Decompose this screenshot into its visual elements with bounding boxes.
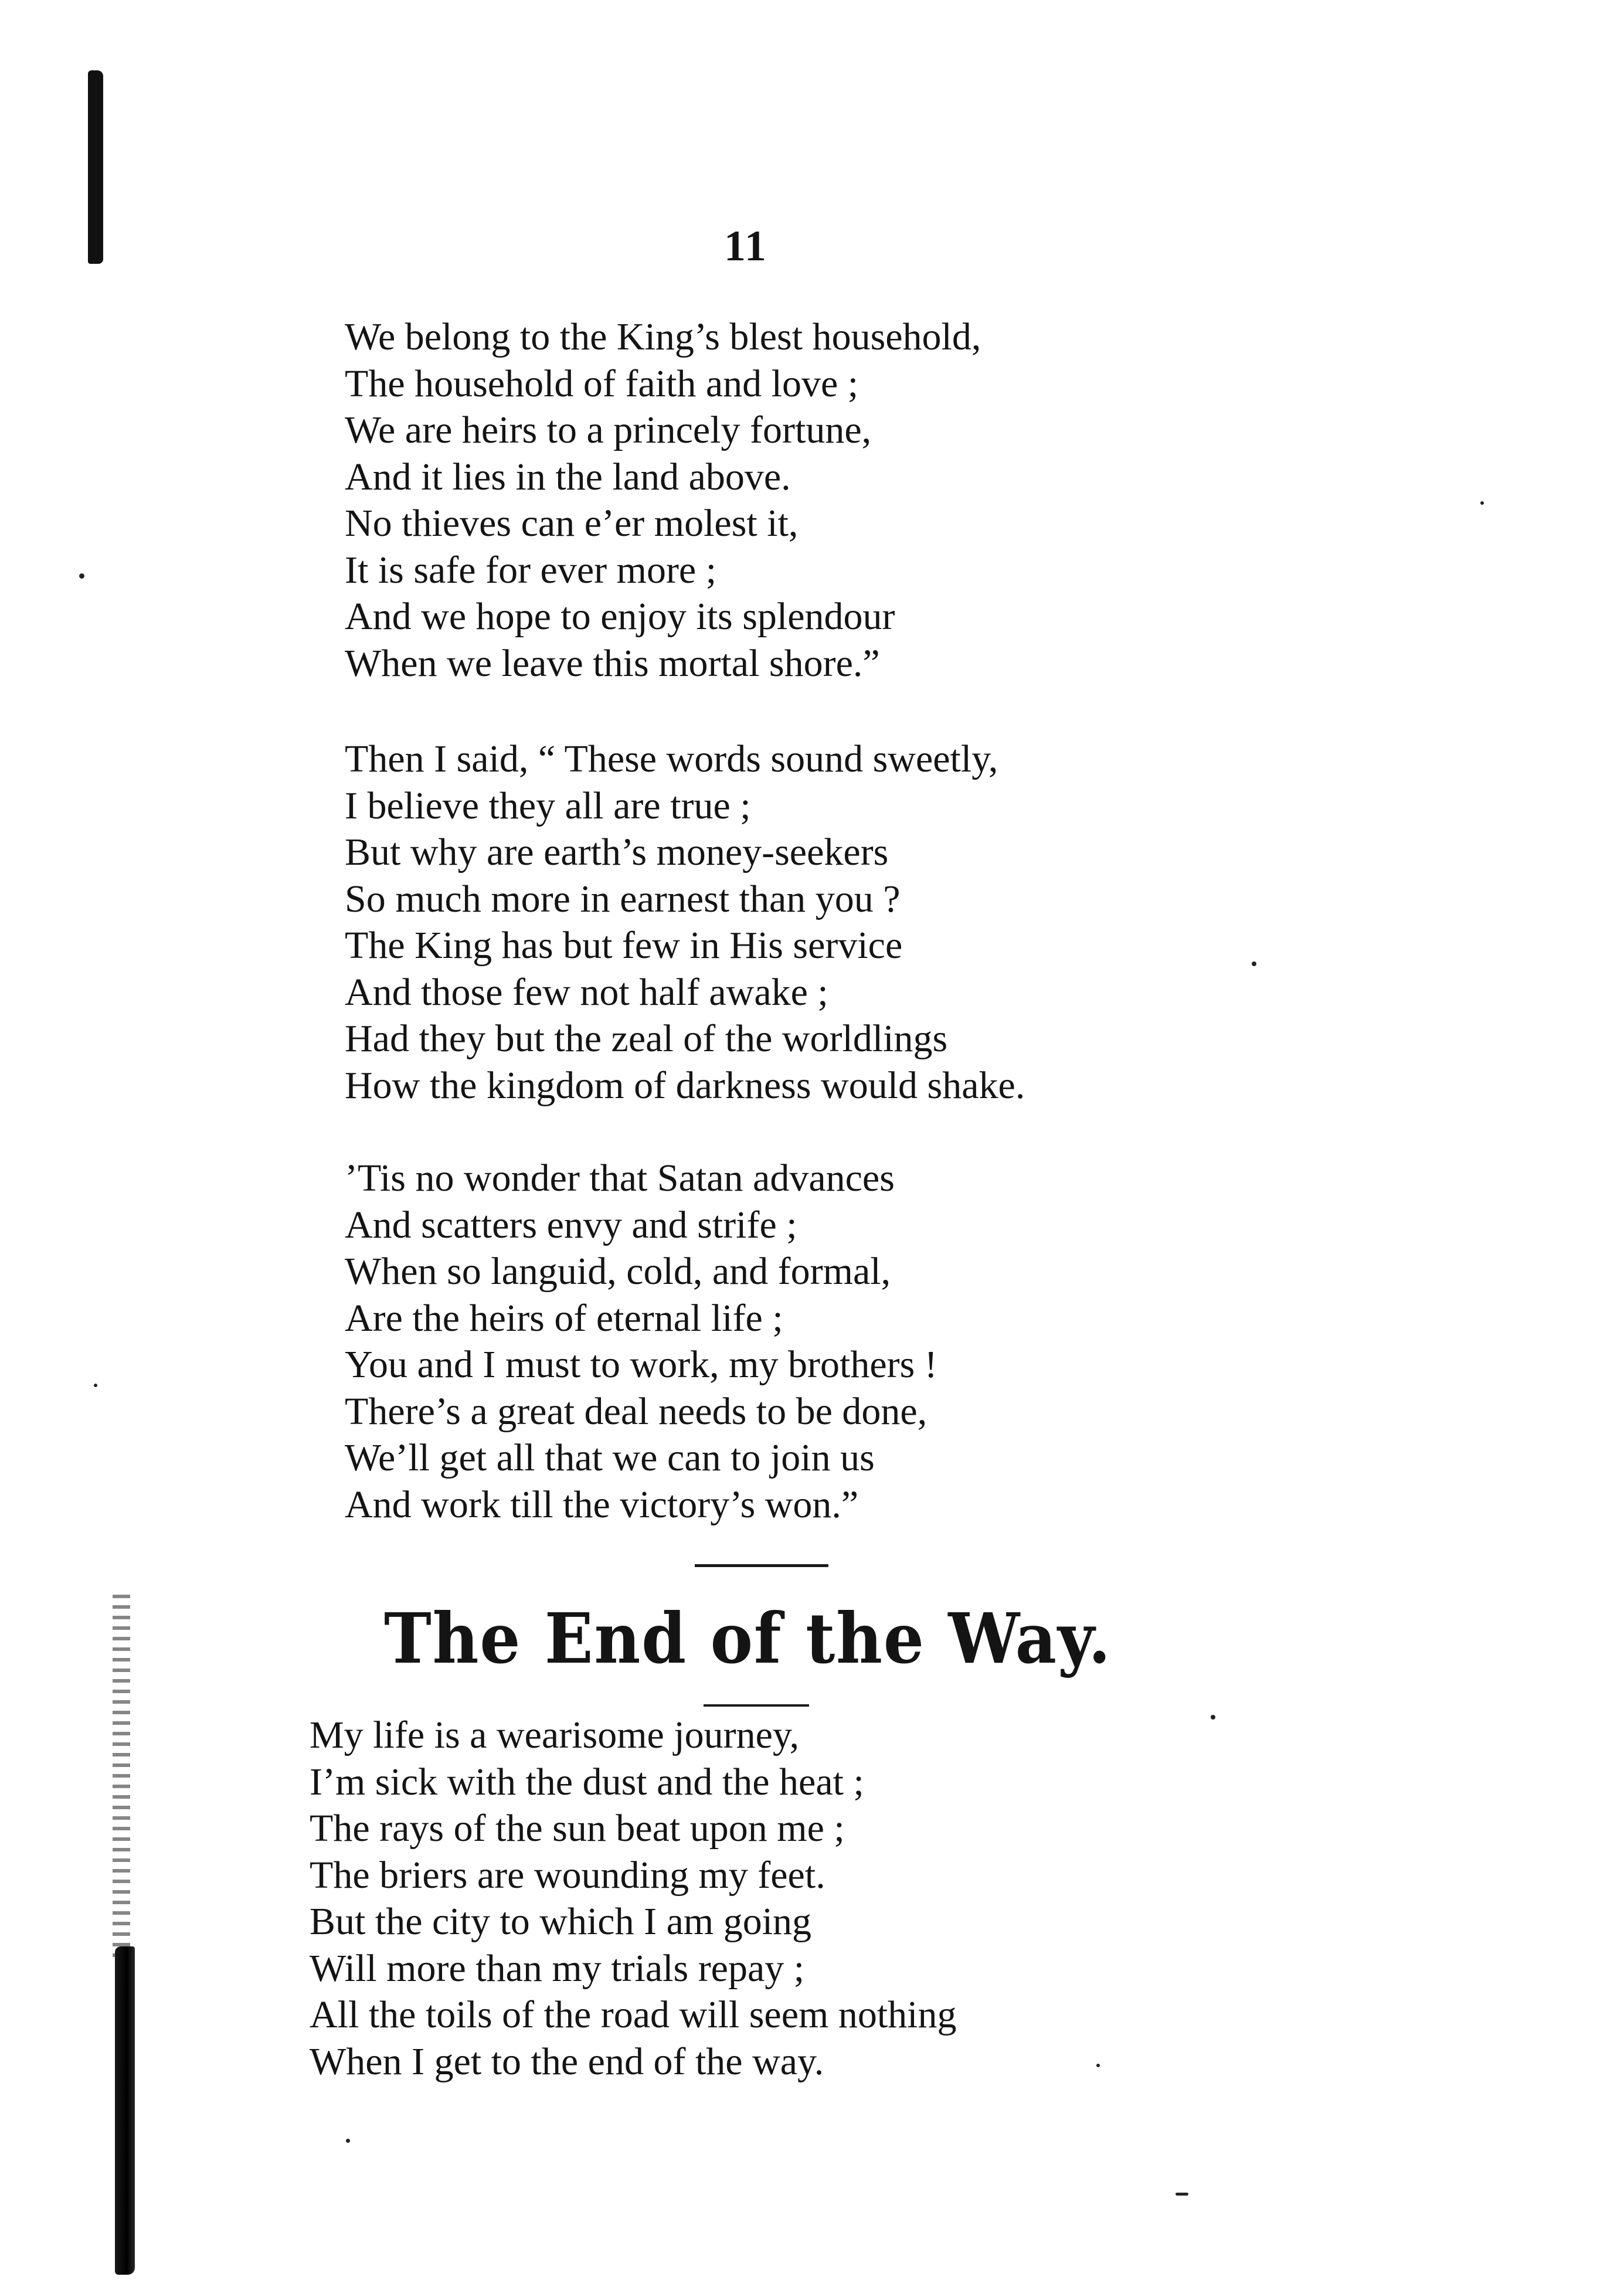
verse-line: Had they but the zeal of the worldlings xyxy=(345,1017,948,1060)
verse-line: I believe they all are true ; xyxy=(345,784,751,827)
verse-line: We are heirs to a princely fortune, xyxy=(345,409,872,451)
verse-line: You and I must to work, my brothers ! xyxy=(345,1343,937,1386)
verse-line: Are the heirs of eternal life ; xyxy=(345,1296,783,1340)
verse-line: When I get to the end of the way. xyxy=(310,2040,824,2083)
scan-speck xyxy=(346,2139,350,2143)
verse-line: Then I said, “ These words sound sweetly, xyxy=(345,738,998,780)
verse-line: It is safe for ever more ; xyxy=(345,548,717,592)
verse-line: When we leave this mortal shore.” xyxy=(345,641,880,685)
verse-line: And scatters envy and strife ; xyxy=(345,1203,797,1246)
scan-speck xyxy=(1211,1715,1215,1720)
section-divider xyxy=(704,1704,809,1707)
verse-line: And work till the victory’s won.” xyxy=(345,1483,859,1526)
verse-line: ’Tis no wonder that Satan advances xyxy=(345,1157,895,1200)
stanza xyxy=(345,1155,937,1528)
verse-line: Will more than my trials repay ; xyxy=(310,1946,805,1990)
stanza xyxy=(345,736,1025,1109)
verse-line: But the city to which I am going xyxy=(310,1900,812,1943)
verse-line: The rays of the sun beat upon me ; xyxy=(310,1807,845,1850)
binding-edge-mark xyxy=(115,1946,135,2275)
verse-line: And we hope to enjoy its splendour xyxy=(345,595,895,638)
scan-speck xyxy=(1096,2064,1100,2067)
verse-line: The briers are wounding my feet. xyxy=(310,1853,825,1897)
binding-edge-speckle xyxy=(113,1595,130,1958)
stanza xyxy=(310,1712,957,2085)
verse-line: No thieves can e’er molest it, xyxy=(345,502,799,545)
section-divider xyxy=(695,1564,828,1567)
verse-line: There’s a great deal needs to be done, xyxy=(345,1389,927,1433)
verse-line: And those few not half awake ; xyxy=(345,970,828,1014)
stanza xyxy=(345,314,981,687)
scan-speck xyxy=(1252,961,1256,966)
poem-title: The End of the Way. xyxy=(384,1598,1112,1679)
verse-line: I’m sick with the dust and the heat ; xyxy=(310,1760,864,1803)
scan-speck xyxy=(1175,2193,1188,2196)
verse-line: So much more in earnest than you ? xyxy=(345,877,901,920)
verse-line: How the kingdom of darkness would shake. xyxy=(345,1063,1025,1107)
verse-line: The household of faith and love ; xyxy=(345,362,859,405)
verse-line: All the toils of the road will seem nothing xyxy=(310,1993,957,2036)
scan-speck xyxy=(94,1384,97,1387)
verse-line: When so languid, cold, and formal, xyxy=(345,1250,891,1293)
verse-line: My life is a wearisome journey, xyxy=(310,1714,800,1756)
scan-speck xyxy=(79,573,84,579)
verse-line: But why are earth’s money-seekers xyxy=(345,831,889,874)
verse-line: And it lies in the land above. xyxy=(345,455,791,498)
verse-line: We’ll get all that we can to join us xyxy=(345,1436,875,1479)
verse-line: The King has but few in His service xyxy=(345,924,903,967)
verse-line: We belong to the King’s blest household, xyxy=(345,315,981,358)
page-number: 11 xyxy=(724,222,767,270)
scan-speck xyxy=(1480,501,1484,505)
binding-edge-mark xyxy=(88,70,103,264)
